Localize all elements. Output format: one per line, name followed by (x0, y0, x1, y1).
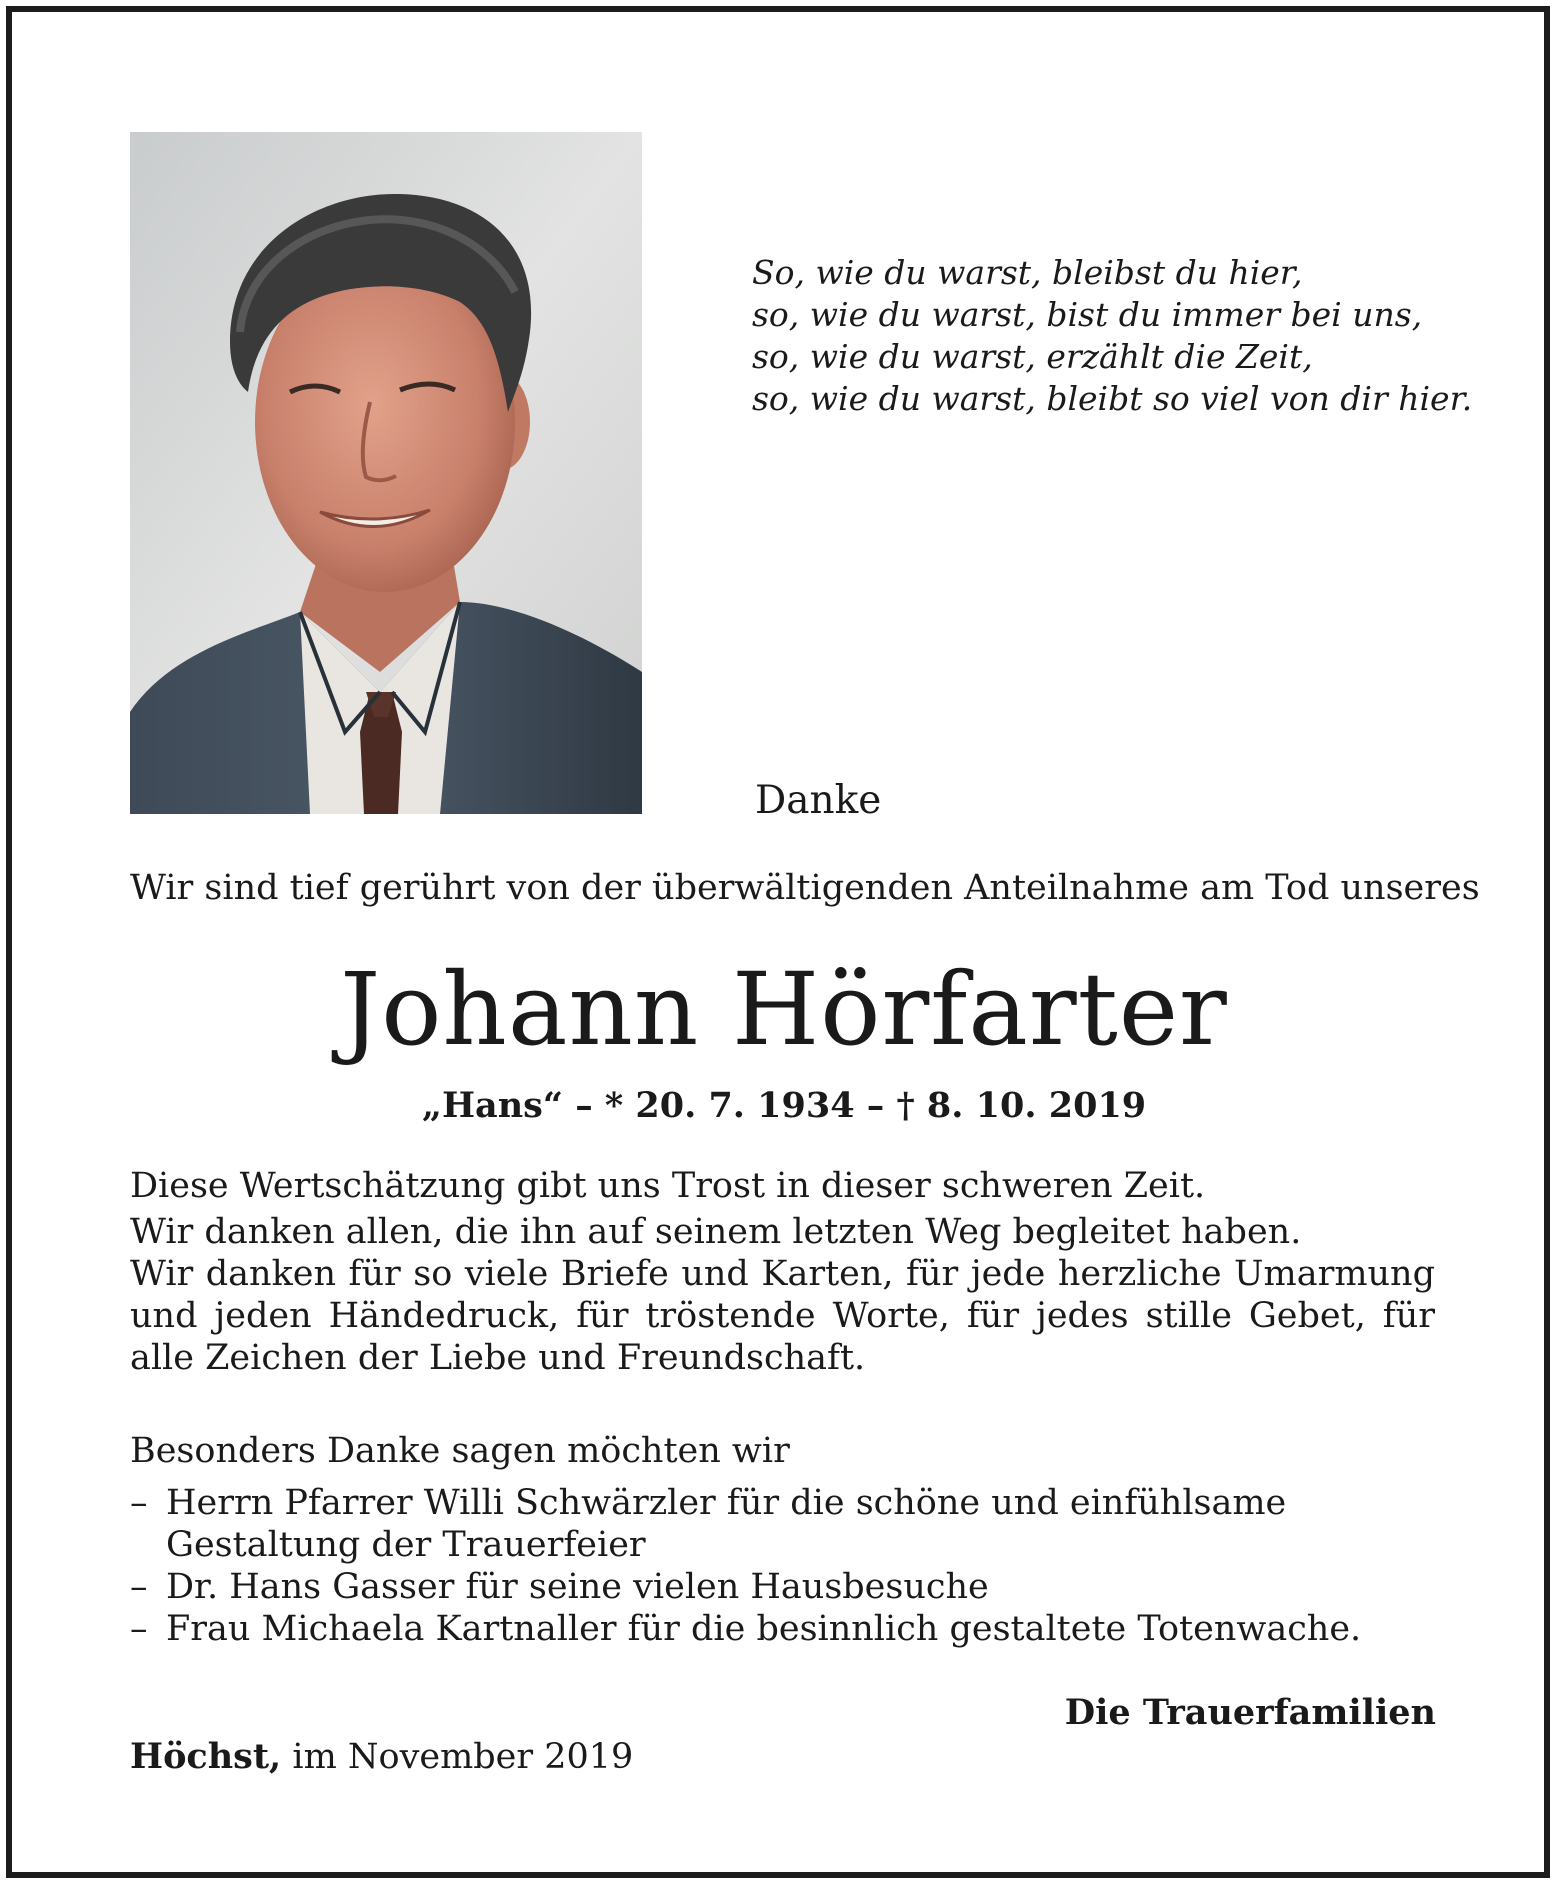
dash-bullet: – (130, 1567, 148, 1607)
dash-bullet: – (130, 1609, 148, 1649)
place: Höchst, (130, 1736, 282, 1777)
poem-line: so, wie du warst, erzählt die Zeit, (752, 337, 1313, 376)
signature: Die Trauerfamilien (1064, 1692, 1436, 1733)
poem-line: so, wie du warst, bleibt so viel von dir hier. (752, 379, 1473, 418)
special-thanks-list (130, 1482, 1440, 1650)
body-paragraph: Diese Wertschätzung gibt uns Trost in dieser schweren Zeit. (130, 1166, 1206, 1206)
list-item-text: Dr. Hans Gasser für seine vielen Hausbesuche (166, 1567, 989, 1607)
special-thanks-heading: Besonders Danke sagen möchten wir (130, 1431, 790, 1471)
intro-text: Wir sind tief gerührt von der überwältigenden Anteilnahme am Tod unseres (130, 868, 1480, 908)
body-paragraph: Wir danken allen, die ihn auf seinem letzten Weg begleitet haben. (130, 1212, 1302, 1252)
list-item-text: Frau Michaela Kartnaller für die besinnlich gestaltete Totenwache. (166, 1609, 1362, 1649)
body-text (130, 1165, 1435, 1379)
body-paragraph: Wir danken für so viele Briefe und Karten, für jede herzliche Umarmung und jeden Händedruck, für tröstende Worte, für jedes stille Gebet, für alle Zeichen der Liebe und Freundschaft. (130, 1254, 1435, 1378)
dash-bullet: – (130, 1483, 148, 1523)
deceased-name: Johann Hörfarter (340, 951, 1228, 1068)
poem (752, 252, 1472, 420)
list-item (130, 1608, 1440, 1650)
portrait-photo (130, 132, 642, 814)
list-item (130, 1482, 1440, 1566)
poem-line: So, wie du warst, bleibst du hier, (752, 253, 1303, 292)
poem-line: so, wie du warst, bist du immer bei uns, (752, 295, 1423, 334)
list-item-text: Herrn Pfarrer Willi Schwärzler für die schöne und einfühlsame Gestaltung der Trauerfeier (166, 1483, 1287, 1565)
heading-danke: Danke (755, 778, 882, 823)
date: im November 2019 (292, 1737, 634, 1777)
place-date (130, 1734, 633, 1780)
list-item (130, 1566, 1440, 1608)
deceased-dates: „Hans“ – * 20. 7. 1934 – † 8. 10. 2019 (421, 1085, 1147, 1126)
